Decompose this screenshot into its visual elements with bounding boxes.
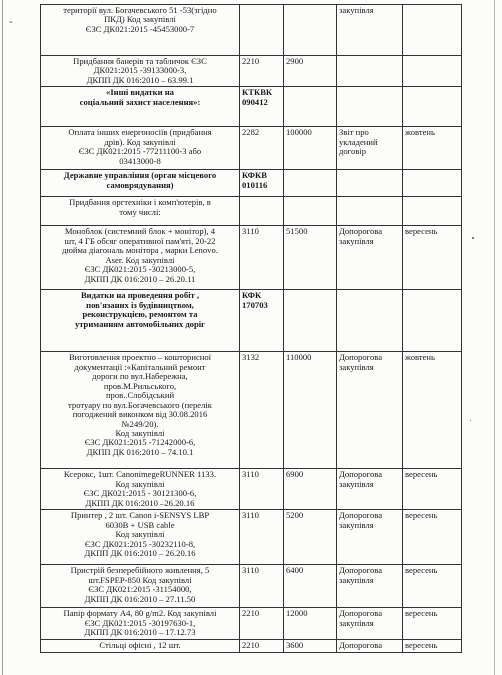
procurement-procedure [337,639,403,652]
start-month [403,5,462,56]
item-description-line: Державне управління (орган місцевого [63,170,217,181]
budget-code [240,127,284,170]
procurement-table [40,4,462,653]
item-description [41,290,240,352]
item-description [41,170,240,197]
table-row [41,87,462,127]
item-description [41,469,240,510]
item-description-line: ЄЗС ДК021:2015 -30213000-5, [84,264,196,275]
table-row [41,565,462,608]
item-description-line: ЄЗС ДК021:2015 -77211100-3 або [78,146,202,157]
procurement-procedure-line: закупівля [339,5,374,15]
table-row [41,127,462,170]
budget-code-line: 2210 [242,56,260,66]
procurement-procedure [337,5,403,56]
procurement-procedure [337,469,403,510]
item-description-line: ДКПП ДК 016:2010 – 26.20.11 [84,273,196,284]
amount: 6400 [284,565,337,608]
item-description-line: ЄЗС ДК021:2015 -45453000-7 [85,23,195,34]
budget-code [240,170,284,197]
item-description [41,197,240,226]
budget-code-line: 3110 [242,565,259,576]
budget-code [240,87,284,127]
amount [284,290,337,352]
procurement-procedure-line: Допорогова [339,226,383,237]
procurement-procedure [337,290,403,352]
item-description-line: території вул. Богачевського 51 -53(згідно [63,5,217,15]
item-description-line: самоврядування) [106,179,174,190]
budget-code [240,469,284,510]
budget-code [240,5,284,56]
item-description-line: дюйма діагональ монітора , марки Lenovo. [62,245,218,256]
budget-code [240,56,284,87]
start-month: вересень [403,469,462,510]
budget-code-line: 3132 [242,352,260,363]
item-description-line: Моноблок (системний блок + монітор), 4 [64,226,216,237]
table-row [41,290,462,352]
amount [284,197,337,226]
amount [284,5,337,56]
table-row [41,469,462,510]
procurement-procedure-line: закупівля [339,574,374,585]
amount: 6900 [284,469,337,510]
budget-code-line: КФК [242,290,262,301]
item-description-line: ДКПП ДК 016:2010 – 74.10.1 [86,446,194,457]
start-month: вересень [403,226,462,290]
item-description-line: утриманням автомобільних доріг [74,318,206,329]
procurement-procedure-line: Допорогова [339,565,383,576]
item-description [41,608,240,639]
table-row [41,56,462,87]
procurement-procedure [337,197,403,226]
procurement-procedure [337,127,403,170]
procurement-procedure-line: Допорогова [339,639,383,650]
budget-code [240,510,284,565]
item-description-line: реконструкцією, ремонтом та [82,309,198,320]
item-description-line: ЄЗС ДК021:2015 -30197630-1, [84,617,196,628]
item-description-line: соціальний захист населення»: [79,96,201,107]
item-description-line: ЄЗС ДК021:2015 -30232110-8, [84,538,196,549]
budget-code-line: 090412 [242,96,268,107]
budget-code [240,197,284,226]
procurement-procedure-line: Допорогова [339,469,383,480]
amount: 12000 [284,608,337,639]
budget-code-line: 3110 [242,510,259,521]
budget-code [240,639,284,652]
item-description [41,127,240,170]
start-month: вересень [403,565,462,608]
procurement-procedure [337,608,403,639]
table-row [41,510,462,565]
budget-code-line: 2210 [242,639,260,650]
budget-code [240,352,284,469]
item-description-line: ЄЗС ДК021:2015 - 30121300-6, [83,488,197,499]
item-description-line: Папір формату А4, 80 g/m2. Код закупівлі [63,608,217,619]
budget-code [240,565,284,608]
item-description-line: Придбання оргтехніки і комп'ютерів, в [69,197,211,208]
budget-code-line: 2210 [242,608,260,619]
procurement-procedure-line: закупівля [339,478,374,489]
table-row [41,5,462,56]
item-description-line: «Інші видатки на [106,87,174,98]
procurement-procedure-line: закупівля [339,361,374,372]
table-body [41,5,462,653]
amount [284,87,337,127]
start-month [403,56,462,87]
item-description-line: тому числі: [119,206,161,217]
procurement-procedure-line: Допорогова [339,510,383,521]
item-description [41,352,240,469]
start-month: жовтень [403,127,462,170]
item-description-line: ДКПП ДК 016:2010 –26.20.16 [85,497,195,508]
procurement-procedure-line: закупівля [339,235,374,246]
item-description-line: дрів). Код закупівлі [104,136,176,147]
table-row [41,197,462,226]
item-description-line: шт.FSPEP-850 Код закупівлі [88,574,192,585]
procurement-procedure-line: закупівля [339,519,374,530]
scan-right-edge [494,0,495,675]
budget-code-line: КТКВК [242,87,273,98]
item-description [41,5,240,56]
item-description-line: ЄЗС ДК021:2015 -31154000, [88,584,192,595]
start-month: вересень [403,510,462,565]
item-description-line: ДК021:2015 -39133000-3, [93,65,187,76]
item-description-line: ДКПП ДК 016:2010 – 26.20.16 [84,547,196,558]
item-description-line: Придбання банерів та табличок ЄЗС [73,56,207,66]
procurement-procedure [337,352,403,469]
procurement-procedure [337,565,403,608]
amount: 100000 [284,127,337,170]
budget-code-line: 2282 [242,127,260,138]
item-description-line: Видатки на проведення робіт , [80,290,200,301]
amount: 51500 [284,226,337,290]
scan-speck [470,420,471,421]
table-row [41,639,462,652]
item-description [41,56,240,87]
scan-left-edge [2,0,3,675]
item-description-line: Оплата інших енергоносіїв (придбання [68,127,212,138]
start-month: жовтень [403,352,462,469]
item-description [41,510,240,565]
item-description-line: ПКД) Код закупівлі [104,14,176,25]
budget-code [240,290,284,352]
item-description-line: шт, 4 ГБ обсяг оперативної пам'яті, 20-22 [64,235,216,246]
item-description [41,565,240,608]
amount: 5200 [284,510,337,565]
procurement-procedure-line: укладений [339,136,378,147]
table-row [41,608,462,639]
budget-code [240,226,284,290]
item-description-line: Принтер , 2 шт. Canon i-SENSYS LBP [70,510,210,521]
procurement-procedure-line: Допорогова [339,608,383,619]
procurement-procedure [337,226,403,290]
procurement-procedure [337,170,403,197]
item-description-line: Стільці офісні , 12 шт. [99,639,181,650]
item-description-line: Ксерокс, 1шт. CanonimegeRUNNER 1133. [63,469,217,480]
procurement-procedure [337,56,403,87]
item-description-line: ЄЗС ДК021:2015 -71242000-6, [84,437,196,448]
budget-code [240,608,284,639]
budget-code-line: КФКВ [242,170,267,181]
item-description-line: дороги по вул.Набережна, [92,371,188,382]
amount: 110000 [284,352,337,469]
start-month: вересень [403,608,462,639]
table-row [41,352,462,469]
item-description-line: Код закупівлі [115,427,165,438]
item-description-line: документації :«Капітальний ремонт [74,361,206,372]
procurement-procedure-line: закупівля [339,617,374,628]
item-description-line: Код закупівлі [115,478,165,489]
item-description-line: погоджений виконком від 30.08.2016 [72,409,208,420]
item-description [41,226,240,290]
item-description-line: ДКПП ДК 016:2010 – 17.12.73 [84,627,196,638]
item-description-line: Пристрій безперебійного живлення, 5 [70,565,210,576]
budget-code-line: 010116 [242,179,268,190]
item-description-line: №249/20). [121,418,159,429]
item-description [41,87,240,127]
item-description-line: ДКПП ДК 016:2010 – 27.11.50 [84,593,196,604]
procurement-procedure-line: Допорогова [339,352,383,363]
start-month: вересень [403,639,462,652]
scan-speck [472,237,474,239]
budget-code-line: 3110 [242,469,259,480]
procurement-procedure [337,87,403,127]
item-description-line: ДКПП ДК 016:2010 – 63.99.1 [86,74,194,85]
item-description-line: пров.М.Рильського, [103,380,177,391]
budget-code-line: 170703 [242,299,268,310]
corner-mark: - [9,17,13,28]
item-description-line: Код закупівлі [115,529,165,540]
amount: 3600 [284,639,337,652]
amount [284,170,337,197]
procurement-procedure-line: договір [339,146,367,157]
item-description-line: пов'язаних із будівництвом, [86,299,194,310]
amount: 2900 [284,56,337,87]
item-description [41,639,240,652]
start-month [403,170,462,197]
start-month [403,290,462,352]
start-month [403,197,462,226]
item-description-line: Aser. Код закупівлі [105,254,175,265]
item-description-line: тротуару по вул.Богачевського (перелік [68,399,212,410]
procurement-procedure [337,510,403,565]
start-month [403,87,462,127]
item-description-line: 03413000-8 [119,155,161,166]
item-description-line: пров..Слобідський [105,390,175,401]
procurement-procedure-line: Звіт про [339,127,369,138]
table-row [41,226,462,290]
item-description-line: 6030B + USB cable [105,519,175,530]
table-row [41,170,462,197]
item-description-line: Виготовлення проектно – кошторисної [68,352,212,363]
budget-code-line: 3110 [242,226,259,237]
